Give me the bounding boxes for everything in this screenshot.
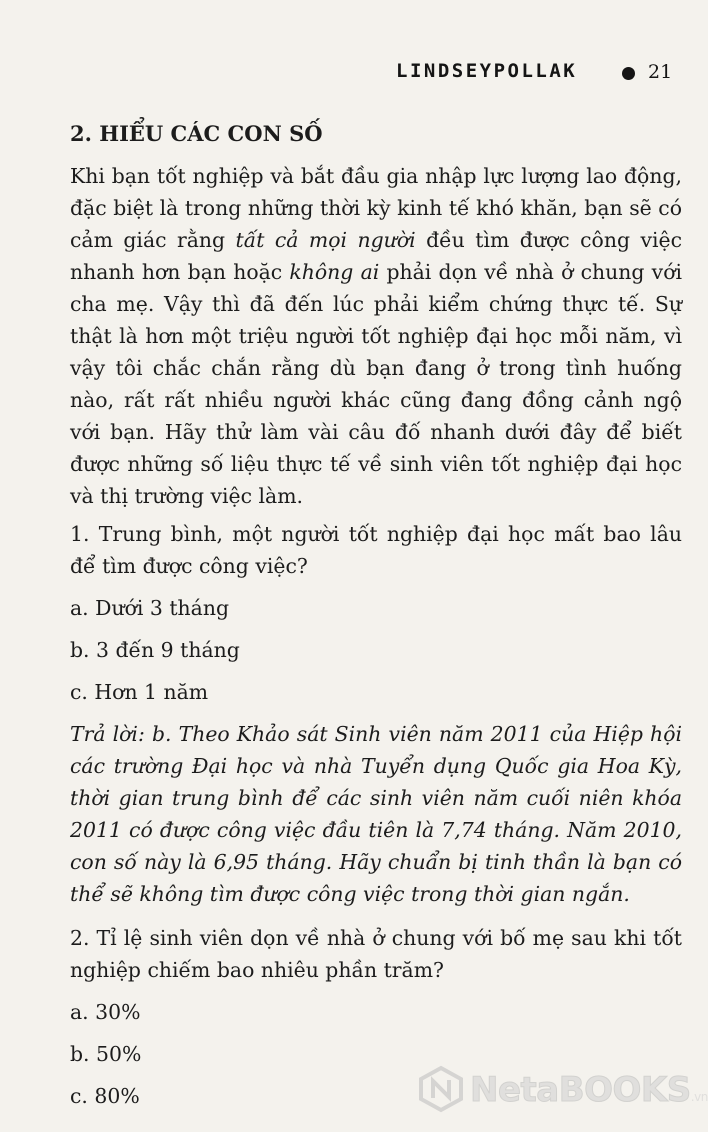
watermark bbox=[418, 1066, 708, 1116]
question-2: 2. Tỉ lệ sinh viên dọn về nhà ở chung với bố mẹ sau khi tốt nghiệp chiếm bao nhiêu phần trăm? bbox=[70, 926, 682, 982]
intro-text-3: phải dọn về nhà ở chung với cha mẹ. Vậy thì đã đến lúc phải kiểm chứng thực tế. Sự thật là hơn một triệu người tốt nghiệp đại học mỗi năm, vì vậy tôi chắc chắn rằng dù bạn đang ở trong tình huống nào, rất rất nhiều người khác cũng đang đồng cảnh ngộ với bạn. Hãy thử làm vài câu đố nhanh dưới đây để biết được những số liệu thực tế về sinh viên tốt nghiệp đại học và thị trường việc làm. bbox=[70, 260, 682, 508]
intro-emphasis-2: không ai bbox=[289, 260, 380, 284]
intro-paragraph bbox=[70, 160, 682, 512]
question-1: 1. Trung bình, một người tốt nghiệp đại học mất bao lâu để tìm được công việc? bbox=[70, 522, 682, 578]
page-number: 21 bbox=[648, 61, 673, 83]
question-2-option-a: a. 30% bbox=[70, 1000, 141, 1024]
question-2-option-c: c. 80% bbox=[70, 1084, 140, 1108]
intro-text-2: đều tìm được công việc nhanh hơn bạn hoặc bbox=[70, 228, 682, 284]
intro-emphasis-1: tất cả mọi người bbox=[235, 228, 416, 252]
netabooks-logo-icon bbox=[418, 1066, 464, 1112]
page-body bbox=[70, 118, 682, 1112]
watermark-suffix: .vn bbox=[690, 1090, 708, 1104]
question-2-option-b: b. 50% bbox=[70, 1042, 142, 1066]
question-1-option-b: b. 3 đến 9 tháng bbox=[70, 638, 240, 662]
section-title: 2. HIỂU CÁC CON SỐ bbox=[70, 121, 323, 146]
intro-text-1: Khi bạn tốt nghiệp và bắt đầu gia nhập lực lượng lao động, đặc biệt là trong những thời kỳ kinh tế khó khăn, bạn sẽ có cảm giác rằng bbox=[70, 164, 682, 252]
page-header bbox=[0, 60, 700, 90]
question-1-option-c: c. Hơn 1 năm bbox=[70, 680, 209, 704]
bullet-dot-icon bbox=[622, 67, 635, 80]
question-1-option-a: a. Dưới 3 tháng bbox=[70, 596, 230, 620]
question-1-answer: Trả lời: b. Theo Khảo sát Sinh viên năm 2011 của Hiệp hội các trường Đại học và nhà Tuyển dụng Quốc gia Hoa Kỳ, thời gian trung bình để các sinh viên năm cuối niên khóa 2011 có được công việc đầu tiên là 7,74 tháng. Năm 2010, con số này là 6,95 tháng. Hãy chuẩn bị tinh thần là bạn có thể sẽ không tìm được công việc trong thời gian ngắn. bbox=[70, 722, 682, 906]
watermark-brand-name: NetaBOOKS bbox=[470, 1070, 691, 1110]
watermark-brand bbox=[470, 1070, 708, 1110]
running-head-author: LINDSEYPOLLAK bbox=[396, 60, 578, 82]
